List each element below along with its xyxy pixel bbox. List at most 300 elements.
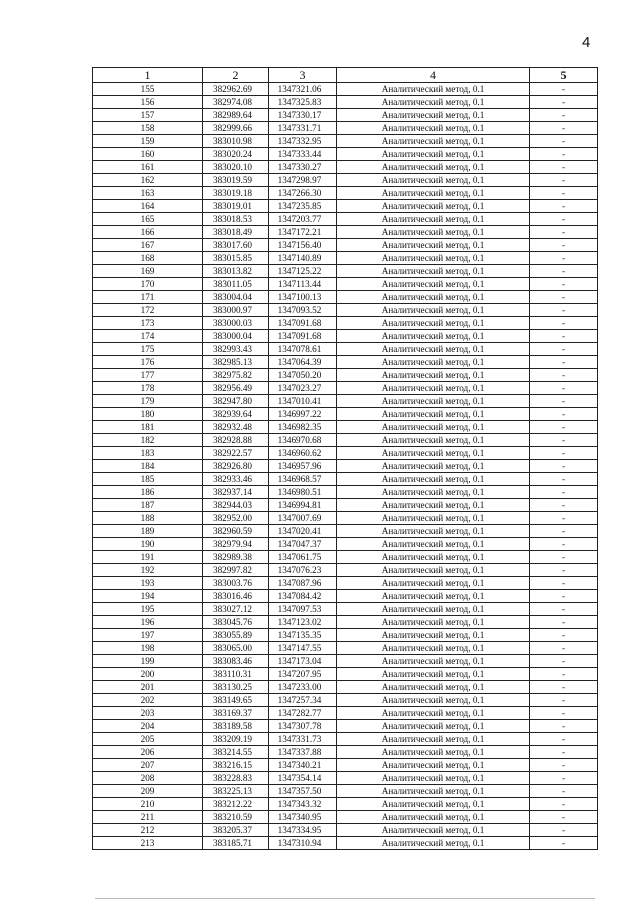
point-number-cell: 199 xyxy=(93,655,203,668)
method-cell: Аналитический метод, 0.1 xyxy=(337,473,530,486)
point-number-cell: 166 xyxy=(93,226,203,239)
error-cell: - xyxy=(530,330,598,343)
point-number-cell: 205 xyxy=(93,733,203,746)
error-cell: - xyxy=(530,746,598,759)
point-number-cell: 195 xyxy=(93,603,203,616)
y-coordinate-cell: 1347084.42 xyxy=(269,590,337,603)
y-coordinate-cell: 1347076.23 xyxy=(269,564,337,577)
point-number-cell: 197 xyxy=(93,629,203,642)
method-cell: Аналитический метод, 0.1 xyxy=(337,746,530,759)
y-coordinate-cell: 1347310.94 xyxy=(269,837,337,850)
x-coordinate-cell: 382993.43 xyxy=(203,343,269,356)
method-cell: Аналитический метод, 0.1 xyxy=(337,291,530,304)
y-coordinate-cell: 1347331.71 xyxy=(269,122,337,135)
point-number-cell: 164 xyxy=(93,200,203,213)
y-coordinate-cell: 1347135.35 xyxy=(269,629,337,642)
y-coordinate-cell: 1347061.75 xyxy=(269,551,337,564)
error-cell: - xyxy=(530,291,598,304)
x-coordinate-cell: 383169.37 xyxy=(203,707,269,720)
column-header-4: 4 xyxy=(337,68,530,83)
y-coordinate-cell: 1347207.95 xyxy=(269,668,337,681)
error-cell: - xyxy=(530,317,598,330)
table-row xyxy=(93,330,598,343)
point-number-cell: 210 xyxy=(93,798,203,811)
error-cell: - xyxy=(530,434,598,447)
table-row xyxy=(93,694,598,707)
table-row xyxy=(93,759,598,772)
y-coordinate-cell: 1347354.14 xyxy=(269,772,337,785)
method-cell: Аналитический метод, 0.1 xyxy=(337,499,530,512)
point-number-cell: 186 xyxy=(93,486,203,499)
point-number-cell: 171 xyxy=(93,291,203,304)
table-row xyxy=(93,473,598,486)
y-coordinate-cell: 1347332.95 xyxy=(269,135,337,148)
point-number-cell: 184 xyxy=(93,460,203,473)
x-coordinate-cell: 383000.97 xyxy=(203,304,269,317)
error-cell: - xyxy=(530,616,598,629)
y-coordinate-cell: 1347357.50 xyxy=(269,785,337,798)
y-coordinate-cell: 1347343.32 xyxy=(269,798,337,811)
method-cell: Аналитический метод, 0.1 xyxy=(337,447,530,460)
table-row xyxy=(93,538,598,551)
method-cell: Аналитический метод, 0.1 xyxy=(337,460,530,473)
point-number-cell: 204 xyxy=(93,720,203,733)
method-cell: Аналитический метод, 0.1 xyxy=(337,616,530,629)
column-header-2: 2 xyxy=(203,68,269,83)
method-cell: Аналитический метод, 0.1 xyxy=(337,174,530,187)
table-row xyxy=(93,278,598,291)
x-coordinate-cell: 383018.49 xyxy=(203,226,269,239)
x-coordinate-cell: 382989.64 xyxy=(203,109,269,122)
y-coordinate-cell: 1347125.22 xyxy=(269,265,337,278)
table-row xyxy=(93,265,598,278)
y-coordinate-cell: 1347325.83 xyxy=(269,96,337,109)
x-coordinate-cell: 383216.15 xyxy=(203,759,269,772)
error-cell: - xyxy=(530,343,598,356)
x-coordinate-cell: 382997.82 xyxy=(203,564,269,577)
x-coordinate-cell: 383110.31 xyxy=(203,668,269,681)
point-number-cell: 209 xyxy=(93,785,203,798)
method-cell: Аналитический метод, 0.1 xyxy=(337,265,530,278)
error-cell: - xyxy=(530,538,598,551)
x-coordinate-cell: 383225.13 xyxy=(203,785,269,798)
y-coordinate-cell: 1347233.00 xyxy=(269,681,337,694)
table-row xyxy=(93,551,598,564)
x-coordinate-cell: 383003.76 xyxy=(203,577,269,590)
method-cell: Аналитический метод, 0.1 xyxy=(337,148,530,161)
table-row xyxy=(93,187,598,200)
y-coordinate-cell: 1347173.04 xyxy=(269,655,337,668)
error-cell: - xyxy=(530,681,598,694)
x-coordinate-cell: 382926.80 xyxy=(203,460,269,473)
table-row xyxy=(93,811,598,824)
error-cell: - xyxy=(530,642,598,655)
table-row xyxy=(93,629,598,642)
table-row xyxy=(93,447,598,460)
point-number-cell: 178 xyxy=(93,382,203,395)
point-number-cell: 162 xyxy=(93,174,203,187)
point-number-cell: 172 xyxy=(93,304,203,317)
y-coordinate-cell: 1347282.77 xyxy=(269,707,337,720)
point-number-cell: 179 xyxy=(93,395,203,408)
error-cell: - xyxy=(530,460,598,473)
method-cell: Аналитический метод, 0.1 xyxy=(337,655,530,668)
coordinates-table xyxy=(92,67,598,850)
point-number-cell: 191 xyxy=(93,551,203,564)
x-coordinate-cell: 383083.46 xyxy=(203,655,269,668)
error-cell: - xyxy=(530,707,598,720)
table-row xyxy=(93,785,598,798)
point-number-cell: 188 xyxy=(93,512,203,525)
table-row xyxy=(93,681,598,694)
point-number-cell: 203 xyxy=(93,707,203,720)
x-coordinate-cell: 383020.24 xyxy=(203,148,269,161)
y-coordinate-cell: 1347340.95 xyxy=(269,811,337,824)
y-coordinate-cell: 1347007.69 xyxy=(269,512,337,525)
table-row xyxy=(93,525,598,538)
table-row xyxy=(93,161,598,174)
point-number-cell: 201 xyxy=(93,681,203,694)
x-coordinate-cell: 383000.03 xyxy=(203,317,269,330)
table-row xyxy=(93,603,598,616)
point-number-cell: 192 xyxy=(93,564,203,577)
table-row xyxy=(93,200,598,213)
error-cell: - xyxy=(530,109,598,122)
y-coordinate-cell: 1347147.55 xyxy=(269,642,337,655)
x-coordinate-cell: 382947.80 xyxy=(203,395,269,408)
page-number: 4 xyxy=(582,34,591,51)
x-coordinate-cell: 382928.88 xyxy=(203,434,269,447)
error-cell: - xyxy=(530,96,598,109)
method-cell: Аналитический метод, 0.1 xyxy=(337,135,530,148)
error-cell: - xyxy=(530,811,598,824)
table-row xyxy=(93,122,598,135)
error-cell: - xyxy=(530,551,598,564)
method-cell: Аналитический метод, 0.1 xyxy=(337,551,530,564)
error-cell: - xyxy=(530,278,598,291)
method-cell: Аналитический метод, 0.1 xyxy=(337,733,530,746)
table-row xyxy=(93,135,598,148)
method-cell: Аналитический метод, 0.1 xyxy=(337,330,530,343)
method-cell: Аналитический метод, 0.1 xyxy=(337,161,530,174)
y-coordinate-cell: 1347123.02 xyxy=(269,616,337,629)
y-coordinate-cell: 1346994.81 xyxy=(269,499,337,512)
error-cell: - xyxy=(530,655,598,668)
x-coordinate-cell: 382939.64 xyxy=(203,408,269,421)
point-number-cell: 174 xyxy=(93,330,203,343)
table-row xyxy=(93,148,598,161)
table-row xyxy=(93,616,598,629)
y-coordinate-cell: 1347337.88 xyxy=(269,746,337,759)
table-row xyxy=(93,720,598,733)
point-number-cell: 165 xyxy=(93,213,203,226)
table-row xyxy=(93,291,598,304)
y-coordinate-cell: 1347334.95 xyxy=(269,824,337,837)
table-row xyxy=(93,837,598,850)
method-cell: Аналитический метод, 0.1 xyxy=(337,772,530,785)
table-row xyxy=(93,707,598,720)
point-number-cell: 167 xyxy=(93,239,203,252)
error-cell: - xyxy=(530,122,598,135)
error-cell: - xyxy=(530,213,598,226)
table-row xyxy=(93,369,598,382)
point-number-cell: 212 xyxy=(93,824,203,837)
x-coordinate-cell: 382932.48 xyxy=(203,421,269,434)
table-row xyxy=(93,642,598,655)
x-coordinate-cell: 382952.00 xyxy=(203,512,269,525)
error-cell: - xyxy=(530,772,598,785)
y-coordinate-cell: 1347010.41 xyxy=(269,395,337,408)
table-body xyxy=(93,83,598,850)
x-coordinate-cell: 383045.76 xyxy=(203,616,269,629)
table-row xyxy=(93,213,598,226)
table-row xyxy=(93,226,598,239)
method-cell: Аналитический метод, 0.1 xyxy=(337,798,530,811)
method-cell: Аналитический метод, 0.1 xyxy=(337,278,530,291)
method-cell: Аналитический метод, 0.1 xyxy=(337,577,530,590)
point-number-cell: 182 xyxy=(93,434,203,447)
method-cell: Аналитический метод, 0.1 xyxy=(337,369,530,382)
x-coordinate-cell: 383185.71 xyxy=(203,837,269,850)
x-coordinate-cell: 382975.82 xyxy=(203,369,269,382)
table-row xyxy=(93,746,598,759)
y-coordinate-cell: 1347321.06 xyxy=(269,83,337,96)
point-number-cell: 213 xyxy=(93,837,203,850)
method-cell: Аналитический метод, 0.1 xyxy=(337,408,530,421)
x-coordinate-cell: 383130.25 xyxy=(203,681,269,694)
x-coordinate-cell: 382974.08 xyxy=(203,96,269,109)
error-cell: - xyxy=(530,590,598,603)
x-coordinate-cell: 383210.59 xyxy=(203,811,269,824)
point-number-cell: 187 xyxy=(93,499,203,512)
point-number-cell: 180 xyxy=(93,408,203,421)
method-cell: Аналитический метод, 0.1 xyxy=(337,226,530,239)
error-cell: - xyxy=(530,798,598,811)
error-cell: - xyxy=(530,252,598,265)
x-coordinate-cell: 382956.49 xyxy=(203,382,269,395)
table-row xyxy=(93,824,598,837)
y-coordinate-cell: 1347235.85 xyxy=(269,200,337,213)
x-coordinate-cell: 382999.66 xyxy=(203,122,269,135)
method-cell: Аналитический метод, 0.1 xyxy=(337,486,530,499)
error-cell: - xyxy=(530,668,598,681)
point-number-cell: 189 xyxy=(93,525,203,538)
point-number-cell: 173 xyxy=(93,317,203,330)
method-cell: Аналитический метод, 0.1 xyxy=(337,239,530,252)
method-cell: Аналитический метод, 0.1 xyxy=(337,200,530,213)
point-number-cell: 207 xyxy=(93,759,203,772)
table-row xyxy=(93,655,598,668)
point-number-cell: 185 xyxy=(93,473,203,486)
point-number-cell: 196 xyxy=(93,616,203,629)
y-coordinate-cell: 1347331.73 xyxy=(269,733,337,746)
table-row xyxy=(93,382,598,395)
x-coordinate-cell: 383228.83 xyxy=(203,772,269,785)
method-cell: Аналитический метод, 0.1 xyxy=(337,525,530,538)
x-coordinate-cell: 383015.85 xyxy=(203,252,269,265)
x-coordinate-cell: 383149.65 xyxy=(203,694,269,707)
point-number-cell: 163 xyxy=(93,187,203,200)
method-cell: Аналитический метод, 0.1 xyxy=(337,109,530,122)
method-cell: Аналитический метод, 0.1 xyxy=(337,317,530,330)
point-number-cell: 194 xyxy=(93,590,203,603)
error-cell: - xyxy=(530,421,598,434)
x-coordinate-cell: 383013.82 xyxy=(203,265,269,278)
y-coordinate-cell: 1347333.44 xyxy=(269,148,337,161)
error-cell: - xyxy=(530,239,598,252)
x-coordinate-cell: 382937.14 xyxy=(203,486,269,499)
method-cell: Аналитический метод, 0.1 xyxy=(337,122,530,135)
x-coordinate-cell: 382933.46 xyxy=(203,473,269,486)
y-coordinate-cell: 1346997.22 xyxy=(269,408,337,421)
error-cell: - xyxy=(530,304,598,317)
column-header-1: 1 xyxy=(93,68,203,83)
method-cell: Аналитический метод, 0.1 xyxy=(337,811,530,824)
error-cell: - xyxy=(530,369,598,382)
y-coordinate-cell: 1347257.34 xyxy=(269,694,337,707)
x-coordinate-cell: 382944.03 xyxy=(203,499,269,512)
y-coordinate-cell: 1347172.21 xyxy=(269,226,337,239)
method-cell: Аналитический метод, 0.1 xyxy=(337,382,530,395)
method-cell: Аналитический метод, 0.1 xyxy=(337,694,530,707)
method-cell: Аналитический метод, 0.1 xyxy=(337,720,530,733)
point-number-cell: 176 xyxy=(93,356,203,369)
table-row xyxy=(93,174,598,187)
table-row xyxy=(93,564,598,577)
method-cell: Аналитический метод, 0.1 xyxy=(337,343,530,356)
x-coordinate-cell: 382989.38 xyxy=(203,551,269,564)
method-cell: Аналитический метод, 0.1 xyxy=(337,564,530,577)
point-number-cell: 200 xyxy=(93,668,203,681)
table-row xyxy=(93,434,598,447)
point-number-cell: 208 xyxy=(93,772,203,785)
y-coordinate-cell: 1347020.41 xyxy=(269,525,337,538)
table-row xyxy=(93,252,598,265)
method-cell: Аналитический метод, 0.1 xyxy=(337,759,530,772)
y-coordinate-cell: 1347064.39 xyxy=(269,356,337,369)
y-coordinate-cell: 1347091.68 xyxy=(269,317,337,330)
method-cell: Аналитический метод, 0.1 xyxy=(337,837,530,850)
table-row xyxy=(93,239,598,252)
x-coordinate-cell: 383017.60 xyxy=(203,239,269,252)
x-coordinate-cell: 383018.53 xyxy=(203,213,269,226)
point-number-cell: 169 xyxy=(93,265,203,278)
point-number-cell: 211 xyxy=(93,811,203,824)
table-row xyxy=(93,733,598,746)
table-row xyxy=(93,304,598,317)
x-coordinate-cell: 383212.22 xyxy=(203,798,269,811)
method-cell: Аналитический метод, 0.1 xyxy=(337,668,530,681)
method-cell: Аналитический метод, 0.1 xyxy=(337,83,530,96)
table-row xyxy=(93,317,598,330)
y-coordinate-cell: 1347078.61 xyxy=(269,343,337,356)
method-cell: Аналитический метод, 0.1 xyxy=(337,681,530,694)
point-number-cell: 175 xyxy=(93,343,203,356)
method-cell: Аналитический метод, 0.1 xyxy=(337,603,530,616)
y-coordinate-cell: 1347113.44 xyxy=(269,278,337,291)
method-cell: Аналитический метод, 0.1 xyxy=(337,252,530,265)
error-cell: - xyxy=(530,161,598,174)
error-cell: - xyxy=(530,174,598,187)
x-coordinate-cell: 382985.13 xyxy=(203,356,269,369)
x-coordinate-cell: 383209.19 xyxy=(203,733,269,746)
error-cell: - xyxy=(530,447,598,460)
table-row xyxy=(93,460,598,473)
error-cell: - xyxy=(530,226,598,239)
table-row xyxy=(93,772,598,785)
y-coordinate-cell: 1347298.97 xyxy=(269,174,337,187)
table-row xyxy=(93,408,598,421)
error-cell: - xyxy=(530,785,598,798)
point-number-cell: 193 xyxy=(93,577,203,590)
table-row xyxy=(93,421,598,434)
error-cell: - xyxy=(530,720,598,733)
y-coordinate-cell: 1347100.13 xyxy=(269,291,337,304)
x-coordinate-cell: 383019.59 xyxy=(203,174,269,187)
x-coordinate-cell: 382962.69 xyxy=(203,83,269,96)
method-cell: Аналитический метод, 0.1 xyxy=(337,421,530,434)
error-cell: - xyxy=(530,473,598,486)
method-cell: Аналитический метод, 0.1 xyxy=(337,213,530,226)
x-coordinate-cell: 382922.57 xyxy=(203,447,269,460)
column-header-3: 3 xyxy=(269,68,337,83)
error-cell: - xyxy=(530,148,598,161)
table-row xyxy=(93,343,598,356)
y-coordinate-cell: 1347023.27 xyxy=(269,382,337,395)
x-coordinate-cell: 383000.04 xyxy=(203,330,269,343)
x-coordinate-cell: 382979.94 xyxy=(203,538,269,551)
table-row xyxy=(93,356,598,369)
table-row xyxy=(93,590,598,603)
method-cell: Аналитический метод, 0.1 xyxy=(337,629,530,642)
error-cell: - xyxy=(530,187,598,200)
error-cell: - xyxy=(530,200,598,213)
x-coordinate-cell: 383011.05 xyxy=(203,278,269,291)
y-coordinate-cell: 1347203.77 xyxy=(269,213,337,226)
y-coordinate-cell: 1347091.68 xyxy=(269,330,337,343)
x-coordinate-cell: 383010.98 xyxy=(203,135,269,148)
x-coordinate-cell: 383019.01 xyxy=(203,200,269,213)
y-coordinate-cell: 1346968.57 xyxy=(269,473,337,486)
error-cell: - xyxy=(530,824,598,837)
method-cell: Аналитический метод, 0.1 xyxy=(337,434,530,447)
table-row xyxy=(93,499,598,512)
point-number-cell: 156 xyxy=(93,96,203,109)
error-cell: - xyxy=(530,382,598,395)
point-number-cell: 155 xyxy=(93,83,203,96)
error-cell: - xyxy=(530,486,598,499)
y-coordinate-cell: 1347140.89 xyxy=(269,252,337,265)
y-coordinate-cell: 1347097.53 xyxy=(269,603,337,616)
method-cell: Аналитический метод, 0.1 xyxy=(337,304,530,317)
table-row xyxy=(93,512,598,525)
x-coordinate-cell: 382960.59 xyxy=(203,525,269,538)
error-cell: - xyxy=(530,395,598,408)
error-cell: - xyxy=(530,759,598,772)
error-cell: - xyxy=(530,408,598,421)
table-row xyxy=(93,109,598,122)
error-cell: - xyxy=(530,694,598,707)
y-coordinate-cell: 1347050.20 xyxy=(269,369,337,382)
point-number-cell: 168 xyxy=(93,252,203,265)
x-coordinate-cell: 383065.00 xyxy=(203,642,269,655)
point-number-cell: 160 xyxy=(93,148,203,161)
table-row xyxy=(93,395,598,408)
column-header-5: 5 xyxy=(530,68,598,83)
point-number-cell: 206 xyxy=(93,746,203,759)
method-cell: Аналитический метод, 0.1 xyxy=(337,395,530,408)
bottom-divider xyxy=(95,898,595,899)
